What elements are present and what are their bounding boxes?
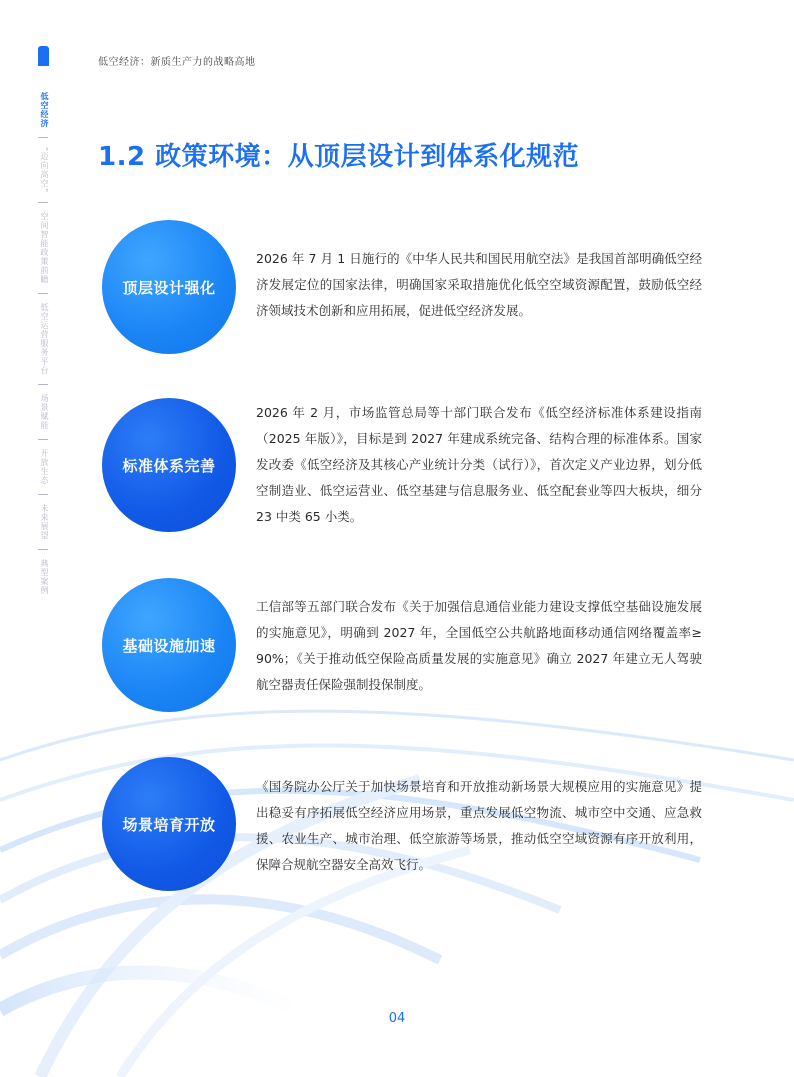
- section-badge-infrastructure: [102, 578, 236, 712]
- side-navigation: [34, 92, 52, 595]
- section-badge-label: 标准体系完善: [122, 456, 216, 475]
- section-paragraph-scenarios: 《国务院办公厅关于加快场景培育和开放推动新场景大规模应用的实施意见》提出稳妥有序拓展低空经济应用场景，重点发展低空物流、城市空中交通、应急救援、农业生产、城市治理、低空旅游等场景，推动低空空域资源有序开放利用，保障合规航空器安全高效飞行。: [256, 779, 702, 872]
- running-header: 低空经济：新质生产力的战略高地: [98, 57, 256, 68]
- side-nav-item-low-altitude-economy[interactable]: 低空经济: [40, 92, 49, 128]
- side-nav-item-8[interactable]: 典型案例: [40, 559, 49, 596]
- section-badge-label: 场景培育开放: [122, 815, 216, 834]
- side-nav-item-6[interactable]: 开放生态: [40, 449, 49, 486]
- side-tab-marker: [38, 46, 49, 66]
- side-nav-divider: [38, 137, 48, 138]
- side-nav-item-4[interactable]: 低空运营服务平台: [40, 303, 49, 376]
- side-nav-divider: [38, 384, 48, 385]
- section-paragraph-standards: 2026 年 2 月，市场监管总局等十部门联合发布《低空经济标准体系建设指南（2025 年版）》，目标是到 2027 年建成系统完备、结构合理的标准体系。国家发改委《低空经济及其核心产业统计分类（试行）》，首次定义产业边界，划分低空制造业、低空运营业、低空基建与信息服务业、低空配套业等四大板块，细分 23 中类 65 小类。: [256, 405, 702, 524]
- side-nav-item-2[interactable]: “迈向高空”: [40, 147, 49, 194]
- section-badge-label: 基础设施加速: [122, 636, 216, 655]
- side-nav-divider: [38, 293, 48, 294]
- section-badge-scenarios: [102, 757, 236, 891]
- side-nav-divider: [38, 549, 48, 550]
- side-nav-item-5[interactable]: 场景赋能: [40, 394, 49, 431]
- side-nav-divider: [38, 494, 48, 495]
- section-badge-top-level-design: [102, 220, 236, 354]
- page-number: 04: [388, 1011, 406, 1026]
- side-nav-item-7[interactable]: 未来展望: [40, 504, 49, 541]
- side-nav-item-3[interactable]: 空间智能政策前瞻: [40, 212, 49, 285]
- side-nav-divider: [38, 202, 48, 203]
- section-paragraph-top-level-design: 2026 年 7 月 1 日施行的《中华人民共和国民用航空法》是我国首部明确低空经济发展定位的国家法律，明确国家采取措施优化低空空域资源配置，鼓励低空经济领域技术创新和应用拓展，促进低空经济发展。: [256, 251, 702, 318]
- section-badge-label: 顶层设计强化: [122, 278, 216, 297]
- section-paragraph-infrastructure: 工信部等五部门联合发布《关于加强信息通信业能力建设支撑低空基础设施发展的实施意见》，明确到 2027 年，全国低空公共航路地面移动通信网络覆盖率≥ 90%；《关于推动低空保险高质量发展的实施意见》确立 2027 年建立无人驾驶航空器责任保险强制投保制度。: [256, 599, 702, 692]
- side-nav-divider: [38, 439, 48, 440]
- section-badge-standards: [102, 398, 236, 532]
- page-title: 1.2 政策环境：从顶层设计到体系化规范: [98, 142, 580, 172]
